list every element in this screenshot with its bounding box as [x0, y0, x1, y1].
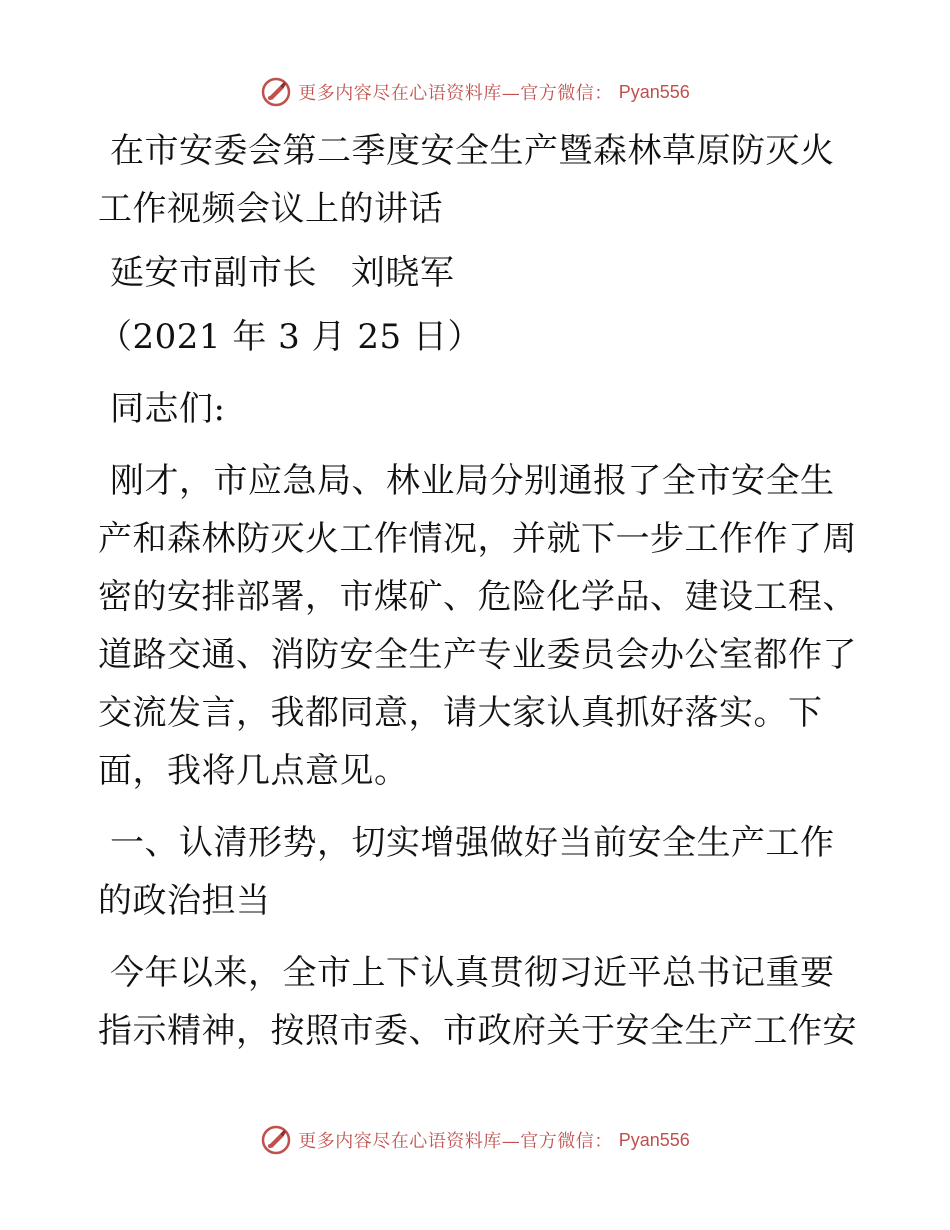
watermark-account: Pyan556	[618, 1129, 690, 1150]
watermark-footer	[0, 1120, 950, 1160]
speaker-line: 延安市副市长 刘晓军	[110, 253, 455, 293]
watermark-text: 更多内容尽在心语资料库—官方微信：	[298, 1131, 613, 1152]
paragraph-line: 密的安排部署，市煤矿、危险化学品、建设工程、	[98, 577, 857, 617]
paragraph-2	[98, 944, 858, 1060]
section-1-heading	[98, 814, 858, 930]
watermark-account: Pyan556	[618, 81, 690, 102]
section-heading-line: 的政治担当	[98, 881, 271, 921]
watermark-text: 更多内容尽在心语资料库—官方微信：	[298, 83, 613, 104]
paragraph-line: 产和森林防灭火工作情况，并就下一步工作作了周	[98, 519, 857, 559]
document-title-line-2: 工作视频会议上的讲话	[98, 189, 443, 229]
watermark-header	[0, 72, 950, 112]
paragraph-line: 面，我将几点意见。	[98, 751, 409, 791]
document-body	[98, 122, 858, 1060]
paragraph-line: 交流发言，我都同意，请大家认真抓好落实。下	[98, 693, 823, 733]
paragraph-line: 刚才，市应急局、林业局分别通报了全市安全生	[110, 461, 835, 501]
paragraph-line: 道路交通、消防安全生产专业委员会办公室都作了	[98, 635, 857, 675]
document-title-line-1: 在市安委会第二季度安全生产暨森林草原防灭火	[110, 131, 835, 171]
section-heading-line: 一、认清形势，切实增强做好当前安全生产工作	[110, 823, 835, 863]
date-line: （2021 年 3 月 25 日）	[98, 317, 482, 357]
paragraph-1	[98, 452, 858, 800]
salutation: 同志们:	[110, 389, 226, 429]
paragraph-line: 指示精神，按照市委、市政府关于安全生产工作安	[98, 1011, 857, 1051]
paragraph-line: 今年以来，全市上下认真贯彻习近平总书记重要	[110, 953, 835, 993]
red-seal-logo-icon	[260, 1124, 292, 1156]
red-seal-logo-icon	[260, 76, 292, 108]
